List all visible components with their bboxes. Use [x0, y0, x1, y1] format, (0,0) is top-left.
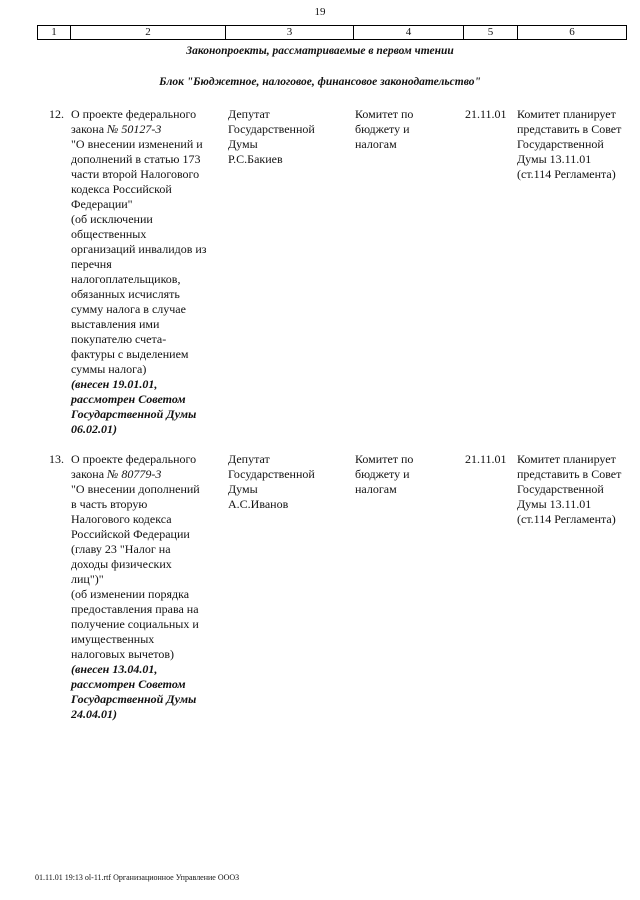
note: Комитет планирует представить в Совет Государственной Думы 13.11.01 (ст.114 Регламента) [517, 452, 622, 526]
committee: Комитет по бюджету и налогам [355, 452, 414, 496]
page-number: 19 [314, 6, 326, 18]
column-header: 1 [38, 26, 71, 39]
bill-text: "О внесении изменений и дополнений в статью 173 части второй Налогового кодекса Российской Федерации" (об исключении общественных организаций инвалидов из перечня налогоплательщиков, обязанных исчислять сумму налога в случае выставления ими покупателю счета- фактуры с выделением суммы налога) [71, 137, 207, 376]
column-header: 3 [226, 26, 354, 39]
bill-prefix: О проекте федерального закона [71, 452, 197, 481]
author: Депутат Государственной Думы А.С.Иванов [228, 452, 315, 511]
bill-number: № 80779-3 [107, 467, 162, 481]
date: 21.11.01 [465, 452, 507, 466]
bill-prefix: О проекте федерального закона [71, 107, 197, 136]
footer: 01.11.01 19:13 ol-11.rtf Организационное Управление ОООЗ [35, 873, 240, 882]
column-header: 6 [569, 26, 575, 38]
author: Депутат Государственной Думы Р.С.Бакиев [228, 107, 315, 166]
bill-status: (внесен 13.04.01, рассмотрен Советом Государственной Думы 24.04.01) [71, 662, 197, 721]
section-title: Законопроекты, рассматриваемые в первом чтении [186, 45, 454, 57]
row-number: 13. [49, 452, 64, 466]
bill-description [71, 452, 226, 722]
column-header: 5 [464, 26, 518, 39]
column-header: 4 [354, 26, 464, 39]
column-header-row [37, 25, 627, 40]
row-number: 12. [49, 107, 64, 121]
date: 21.11.01 [465, 107, 507, 121]
bill-number: № 50127-3 [107, 122, 162, 136]
bill-description [71, 107, 226, 437]
committee: Комитет по бюджету и налогам [355, 107, 414, 151]
bill-status: (внесен 19.01.01, рассмотрен Советом Государственной Думы 06.02.01) [71, 377, 197, 436]
block-title: Блок "Бюджетное, налоговое, финансовое законодательство" [159, 76, 481, 88]
column-header: 2 [71, 26, 226, 39]
note: Комитет планирует представить в Совет Государственной Думы 13.11.01 (ст.114 Регламента) [517, 107, 622, 181]
bill-text: "О внесении дополнений в часть вторую Налогового кодекса Российской Федерации (главу 23 "Налог на доходы физических лиц")" (об изменении порядка предоставления права на получение социальных и имущественных налоговых вычетов) [71, 482, 200, 661]
